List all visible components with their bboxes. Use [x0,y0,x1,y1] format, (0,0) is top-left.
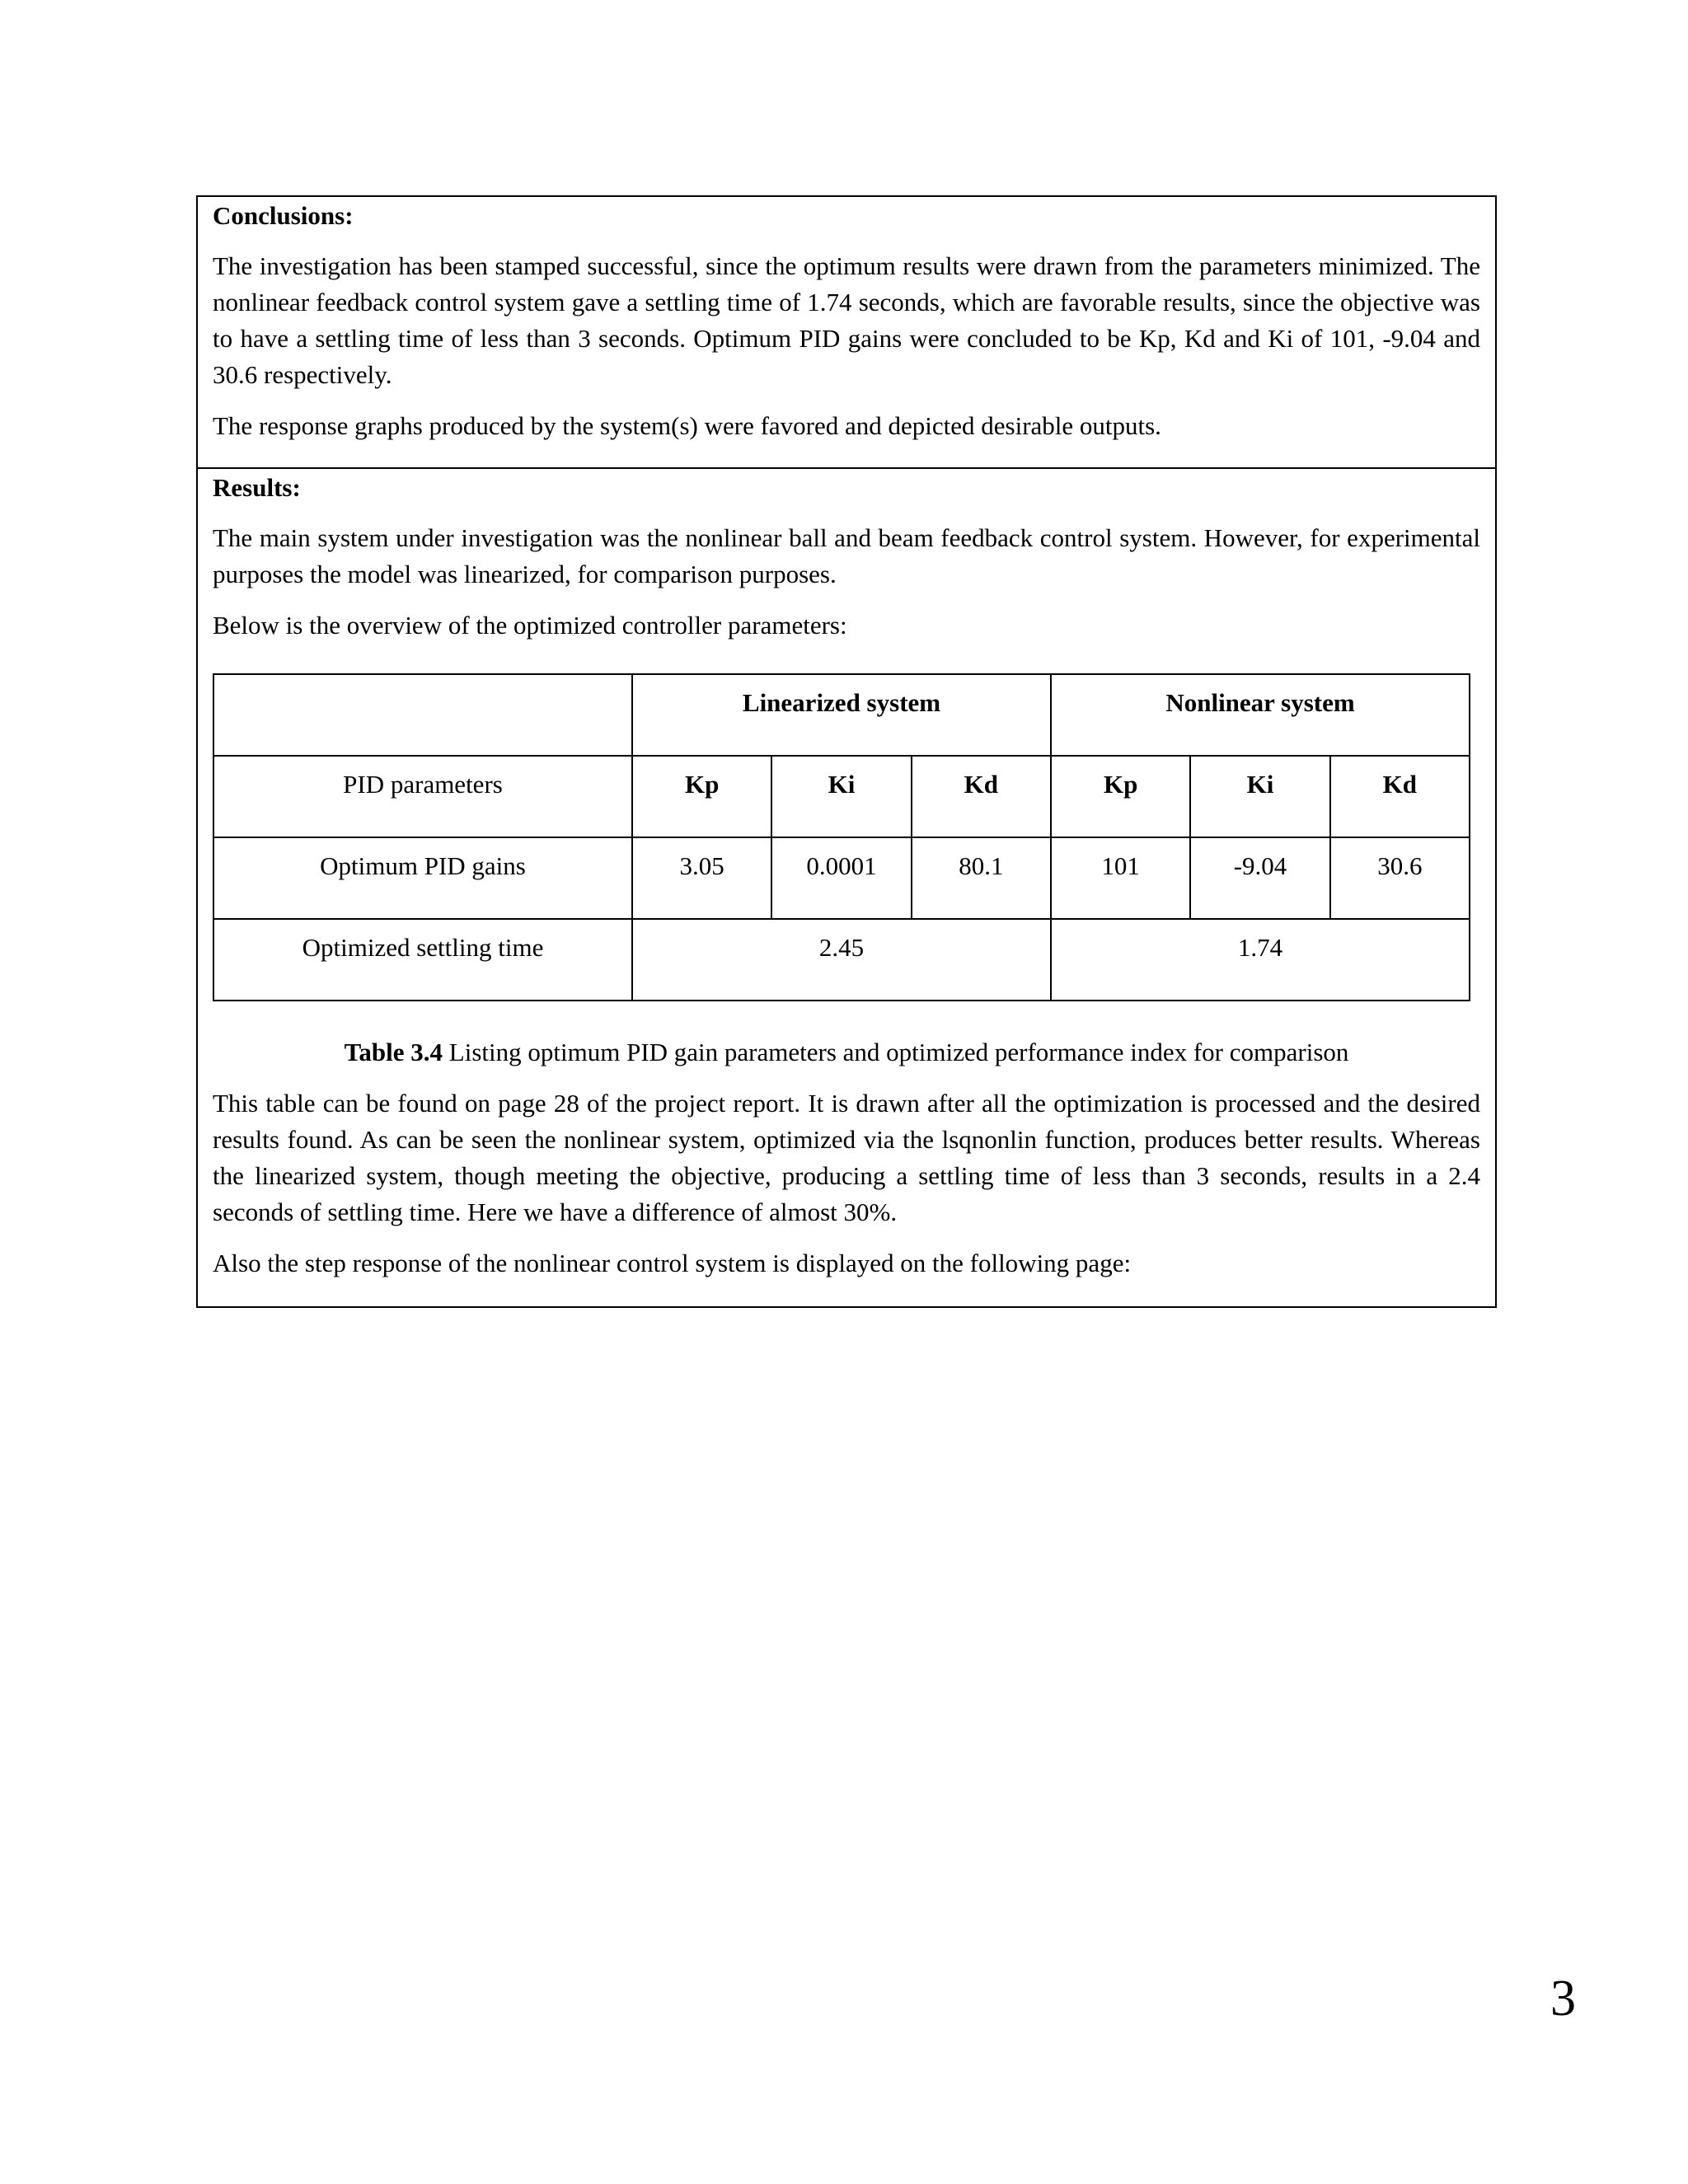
conclusions-paragraph-2: The response graphs produced by the system(s) were favored and depicted desirable outputs. [213,411,1161,440]
group-linearized: Linearized system [632,674,1051,756]
page-number: 3 [1550,1971,1576,2027]
gain-cell: -9.04 [1190,837,1329,919]
table-row [213,837,1470,919]
conclusions-heading: Conclusions: [213,201,354,230]
pid-comparison-table [213,673,1470,1001]
table-header-row [213,674,1470,756]
param-cell: Ki [1190,756,1329,837]
param-cell: Kd [1330,756,1470,837]
content-frame [196,195,1497,1308]
results-heading: Results: [213,473,301,502]
group-nonlinear: Nonlinear system [1051,674,1470,756]
row-label: PID parameters [213,756,632,837]
results-paragraph-1: The main system under investigation was the nonlinear ball and beam feedback control system. However, for experimental purposes the model was linearized, for comparison purposes. [213,523,1480,588]
row-label: Optimum PID gains [213,837,632,919]
gain-cell: 0.0001 [771,837,911,919]
gain-cell: 30.6 [1330,837,1470,919]
results-paragraph-3: This table can be found on page 28 of the project report. It is drawn after all the optimization is processed and the desired results found. As can be seen the nonlinear system, optimized via the lsqnonlin function, produces better results. Whereas the linearized system, though meeting the objective, producing a settling time of less than 3 seconds, results in a 2.4 seconds of settling time. Here we have a difference of almost 30%. [213,1089,1480,1226]
param-cell: Kd [912,756,1051,837]
table-caption [213,1034,1480,1071]
conclusions-paragraph-1: The investigation has been stamped successful, since the optimum results were drawn from the parameters minimized. The nonlinear feedback control system gave a settling time of 1.74 seconds, which are favorable results, since the objective was to have a settling time of less than 3 seconds. Optimum PID gains were concluded to be Kp, Kd and Ki of 101, -9.04 and 30.6 respectively. [213,251,1480,389]
table-caption-label: Table 3.4 [344,1038,443,1066]
results-paragraph-4: Also the step response of the nonlinear control system is displayed on the following page: [213,1249,1132,1277]
row-label: Optimized settling time [213,919,632,1001]
table-corner-cell [213,674,632,756]
table-row [213,756,1470,837]
param-cell: Ki [771,756,911,837]
table-row [213,919,1470,1001]
gain-cell: 101 [1051,837,1190,919]
results-paragraph-2: Below is the overview of the optimized controller parameters: [213,611,847,640]
settling-cell-nonlinear: 1.74 [1051,919,1470,1001]
gain-cell: 3.05 [632,837,771,919]
param-cell: Kp [632,756,771,837]
conclusions-section [198,199,1495,467]
param-cell: Kp [1051,756,1190,837]
table-caption-text: Listing optimum PID gain parameters and optimized performance index for comparison [443,1038,1349,1066]
gain-cell: 80.1 [912,837,1051,919]
results-section [198,467,1495,1306]
settling-cell-linearized: 2.45 [632,919,1051,1001]
